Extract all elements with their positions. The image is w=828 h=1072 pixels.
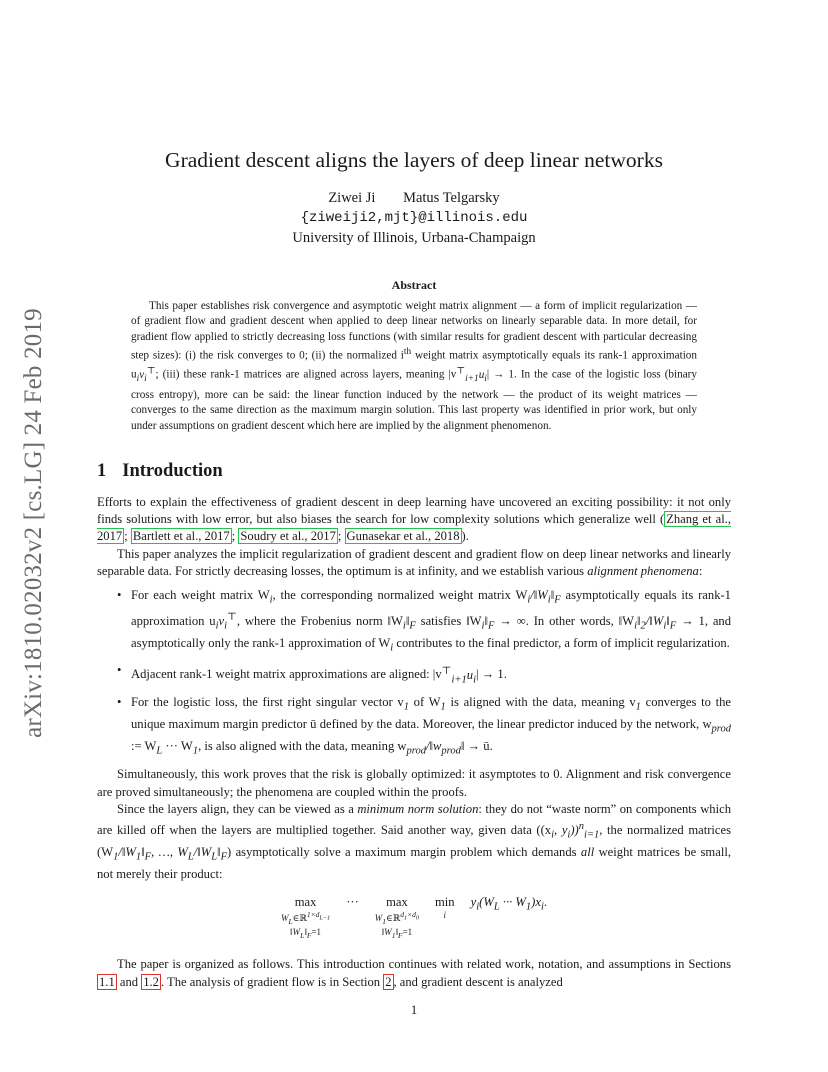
abstract-body: This paper establishes risk convergence and asymptotic weight matrix alignment — a form of implicit regularization — of gradient flow and gradient descent when applied to deep linear networks on linearly separable data. In more detail, for gradient flow applied to strictly decreasing loss functions (with similar results for gradient descent with particular decreasing step sizes): (i) the risk converges to 0; (ii) the normalized $i^{th}$ weight matrix asymptotically equals its rank-1 approximation $u_iv_i^⊤$; (iii) these rank-1 matrices are aligned across layers, meaning $|v^⊤_{i+1}u_i| \to 1$. In the case of the logistic loss (binary cross entropy), more can be said: the linear function induced by the network — the product of its weight matrices — converges to the same direction as the maximum margin solution. This last property was identified in prior work, but only under assumptions on gradient descent which here are implied by the alignment phenomenon. [131,300,698,432]
author-name: Matus Telgarsky [403,190,500,206]
list-item: • Adjacent rank-1 weight matrix approximations are aligned: $|v^⊤_{i+1}u_i| \to 1$. [117,663,507,686]
section-ref-link[interactable]: 1.2 [143,974,159,989]
bullet-icon: • [117,663,122,678]
list-item: • For each weight matrix $W_i$, the corresponding normalized weight matrix $W_i/‖W_i‖_F$ asymptotically equals its rank-1 approximation $u_iv_i^⊤$, where the Frobenius norm $‖W_i‖_F$ satisfies $‖W_i‖_F$ → ∞. In other words, $‖W_i‖_2/‖W_i‖_F \to 1$, and asymptotically only the rank-1 approximation of $W_i$ contributes to the final predictor, a form of implicit regularization. [117,587,732,654]
paper-title: Gradient descent aligns the layers of deep linear networks [165,148,663,172]
author-name: Ziwei Ji [328,190,376,206]
author-email: {ziweiji2,mjt}@illinois.edu [300,210,528,226]
bullet-icon: • [117,587,122,602]
section-ref-link[interactable]: 2 [385,974,392,989]
equation-body: $y_i(W_L$ ··· $W_1)x_i$. [470,894,548,913]
paragraph: Efforts to explain the effectiveness of gradient descent in deep learning have uncovered an exciting possibility: it not only finds solutions with low error, but also biases the search for low complexity solutions which generalize well ( Zhang et al., 2017 ; Bartlett et al., 2017 ; Soudry et al., 2017 ; Gunasekar et al., 2018 ). [97,494,731,544]
paragraph: This paper analyzes the implicit regularization of gradient descent and gradient flow on deep linear networks and linearly separable data. For strictly decreasing losses, the optimum is at infinity, and we establish various alignment phenomena: [97,546,731,578]
page-number: 1 [410,1003,418,1017]
paragraph: Since the layers align, they can be viewed as a minimum norm solution: they do not “waste norm” on components which are killed off when the layers are multiplied together. Said another way, given data (($x_i$, $y_i))^n_{i=1}$, the normalized matrices ($W_1/‖W_1‖_F$, …, $W_L/‖W_L‖_F$) asymptotically solve a maximum margin problem which demands all weight matrices be small, not merely their product: [97,801,731,881]
section-number: 1 [97,460,107,481]
paragraph: The paper is organized as follows. This introduction continues with related work, notation, and assumptions in Sections 1.1 and 1.2 . The analysis of gradient flow is in Section 2 , and gradient descent is analyzed [99,957,731,989]
equation-max-term: max $W_L\in ℝ^{1\times d_{L-1}}$ $‖W_L‖_F=1$ [280,894,331,940]
equation-max-term: max $W_1\in ℝ^{d_1\times d_0}$ $‖W_1‖_F=1$ [374,894,420,940]
author-block [97,188,731,248]
equation-min-term: min i [435,894,455,920]
author-affiliation: University of Illinois, Urbana-Champaign [292,230,536,246]
display-equation [97,895,731,941]
citation-link[interactable]: Gunasekar et al., 2018 [346,529,460,544]
abstract [131,278,697,434]
citation-link[interactable]: Soudry et al., 2017 [240,529,336,544]
citation-link[interactable]: Bartlett et al., 2017 [132,529,230,544]
arxiv-side-stamp: arXiv:1810.02032v2 [cs.LG] 24 Feb 2019 [20,308,47,738]
bullet-icon: • [117,695,122,710]
citation-link[interactable]: Zhang et al., 2017 [97,512,731,544]
paragraph: Simultaneously, this work proves that the risk is globally optimized: it asymptotes to 0. Alignment and risk convergence are proved simultaneously; the phenomena are coupled within the proofs. [97,767,731,799]
abstract-heading: Abstract [391,278,437,292]
paper-content [97,146,731,991]
equation-dots: ··· [346,894,359,909]
list-item: • For the logistic loss, the first right singular vector $v_1$ of $W_1$ is aligned with the data, meaning $v_1$ converges to the unique maximum margin predictor ū defined by the data. Moreover, the linear predictor induced by the network, $w_{prod}$ := $W_L$ ··· $W_1$, is also aligned with the data, meaning $w_{prod}/‖w_{prod}‖$ → ū. [117,695,731,757]
section-heading [97,461,731,482]
author-names [97,188,731,208]
section-ref-link[interactable]: 1.1 [99,974,115,989]
bullet-list [97,587,731,759]
section-title: Introduction [122,460,223,481]
